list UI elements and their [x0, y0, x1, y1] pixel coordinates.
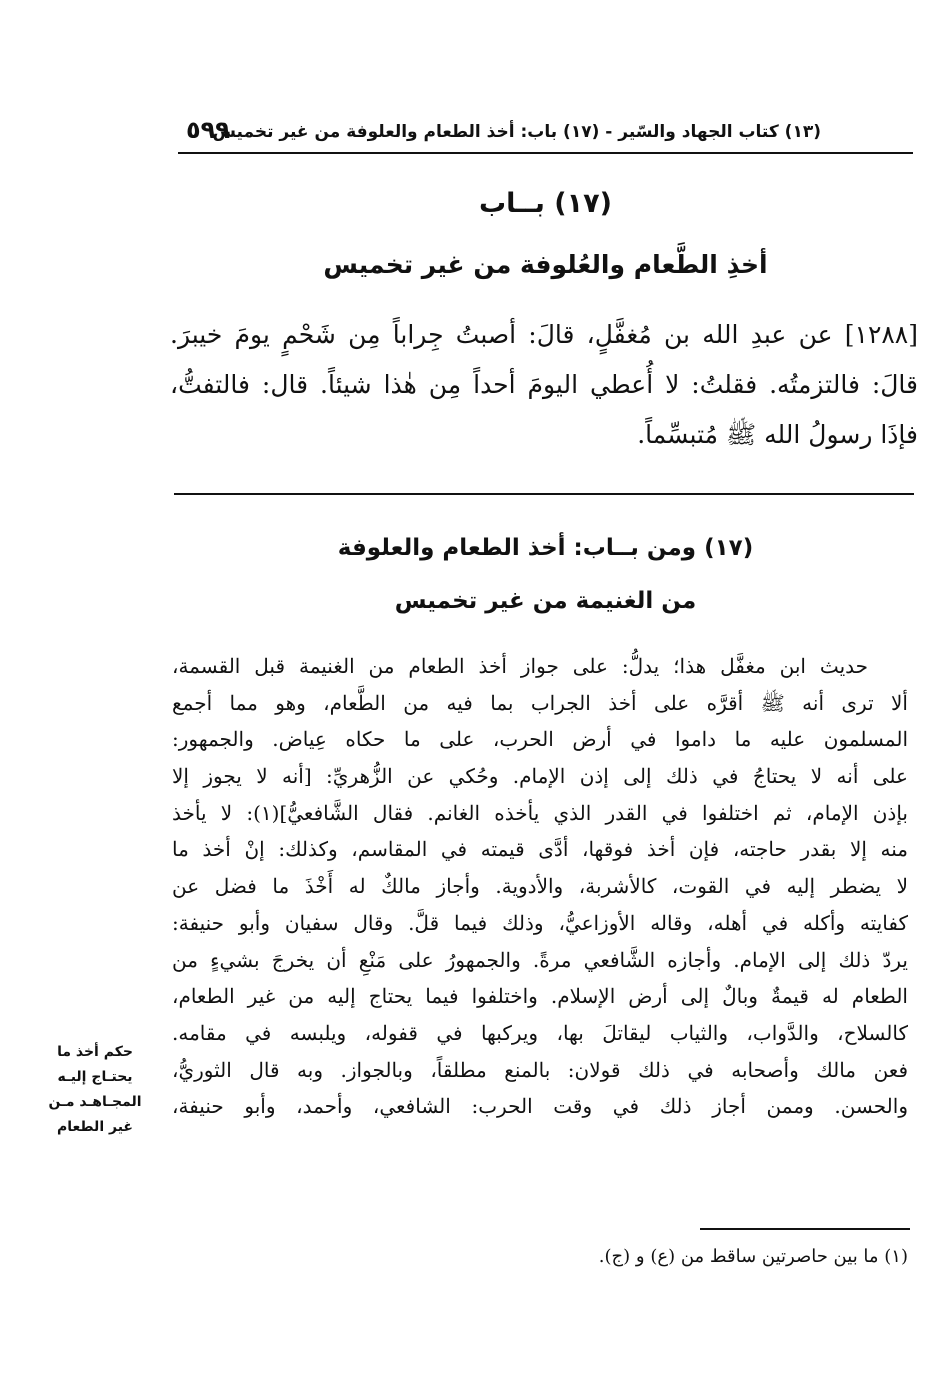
- commentary-line: المسلمون عليه ما داموا في أرض الحرب، على ما حكاه عِياض. والجمهور:: [172, 727, 908, 752]
- commentary-body: [172, 648, 908, 1125]
- commentary-line: فعن مالك وأصحابه في ذلك قولان: بالمنع مطلقاً، وبالجواز. وبه قال الثوريُّ،: [172, 1057, 908, 1082]
- commentary-line: كالسلاح، والدَّواب، والثياب ليقاتلَ بها، ويركبها في قفوله، ويلبسه في مقامه.: [172, 1020, 908, 1045]
- commentary-line: ألا ترى أنه ﷺ أقرَّه على أخذ الجراب بما فيه من الطَّعام، وهو مما أجمع: [172, 690, 908, 715]
- section-divider: [174, 493, 914, 495]
- margin-note-line: غير الطعام: [57, 1119, 133, 1135]
- commentary-line: بإذن الإمام، ثم اختلفوا في القدر الذي يأخذه الغانم. فقال الشَّافعيُّ](١): لا يأخذ: [172, 800, 908, 825]
- running-header: [178, 112, 913, 154]
- footnote-rule: [700, 1228, 910, 1230]
- commentary-line: كفايته وأكله في أهله، وقاله الأوزاعيُّ، وذلك فيما قلَّ. وقال سفيان وأبو حنيفة:: [172, 910, 908, 935]
- commentary-line: لا يضطر إليه في القوت، كالأشربة، والأدوية. وأجاز مالكٌ له أَخْذَ ما فضل عن: [172, 874, 908, 899]
- chapter-number: (١٧) بــاب: [479, 188, 612, 219]
- margin-note-line: يحتـاج إليـه: [57, 1069, 133, 1085]
- hadith-text-block: [170, 310, 918, 460]
- commentary-heading-line2: من الغنيمة من غير تخميس: [394, 588, 697, 614]
- commentary-line: منه إلا بقدر حاجته، فإن أخذ فوقها، أدَّى قيمته في المقاسم، وكذلك: إنْ أخذ ما: [172, 837, 908, 862]
- commentary-line: على أنه لا يحتاجُ في ذلك إلى إذن الإمام. وحُكي عن الزُّهريِّ: [أنه لا يجوز إلا: [172, 764, 908, 789]
- chapter-title: أخذِ الطَّعام والعُلوفة من غير تخميس: [323, 250, 768, 279]
- hadith-text: [١٢٨٨] عن عبدِ الله بن مُغفَّلٍ، قالَ: أصبتُ جِراباً مِن شَحْمٍ يومَ خيبرَ. قالَ: فالتزمتُه. فقلتُ: لا أُعطي اليومَ أحداً مِن هٰذا شيئاً. قال: فالتفتُّ، فإذَا رسولُ الله ﷺ مُتبسِّماً.: [170, 320, 918, 449]
- commentary-line: الطعام له قيمةٌ وبالٌ إلى أرض الإسلام. واختلفوا فيما يحتاج إليه من غير الطعام،: [172, 984, 908, 1009]
- commentary-line: حديث ابن مغفَّل هذا؛ يدلُّ: على جواز أخذ الطعام من الغنيمة قبل القسمة،: [172, 654, 868, 678]
- margin-note: [30, 1040, 160, 1140]
- commentary-line: والحسن. وممن أجاز ذلك في وقت الحرب: الشافعي، وأحمد، وأبو حنيفة،: [172, 1094, 908, 1119]
- footnote: (١) ما بين حاصرتين ساقط من (ع) و (ج).: [598, 1246, 908, 1267]
- commentary-line: يردّ ذلك إلى الإمام. وأجازه الشَّافعي مرةً. والجمهورُ على مَنْعِ أن يخرجَ بشيءٍ من: [172, 947, 908, 972]
- margin-note-line: المجـاهـد مـن: [48, 1094, 142, 1110]
- running-title: (١٣) كتاب الجهاد والسّير - (١٧) باب: أخذ الطعام والعلوفة من غير تخميس: [212, 122, 821, 142]
- commentary-heading-line1: (١٧) ومن بــاب: أخذ الطعام والعلوفة: [337, 535, 754, 561]
- margin-note-line: حكم أخذ ما: [57, 1044, 133, 1060]
- page-number: ٥٩٩: [186, 116, 230, 144]
